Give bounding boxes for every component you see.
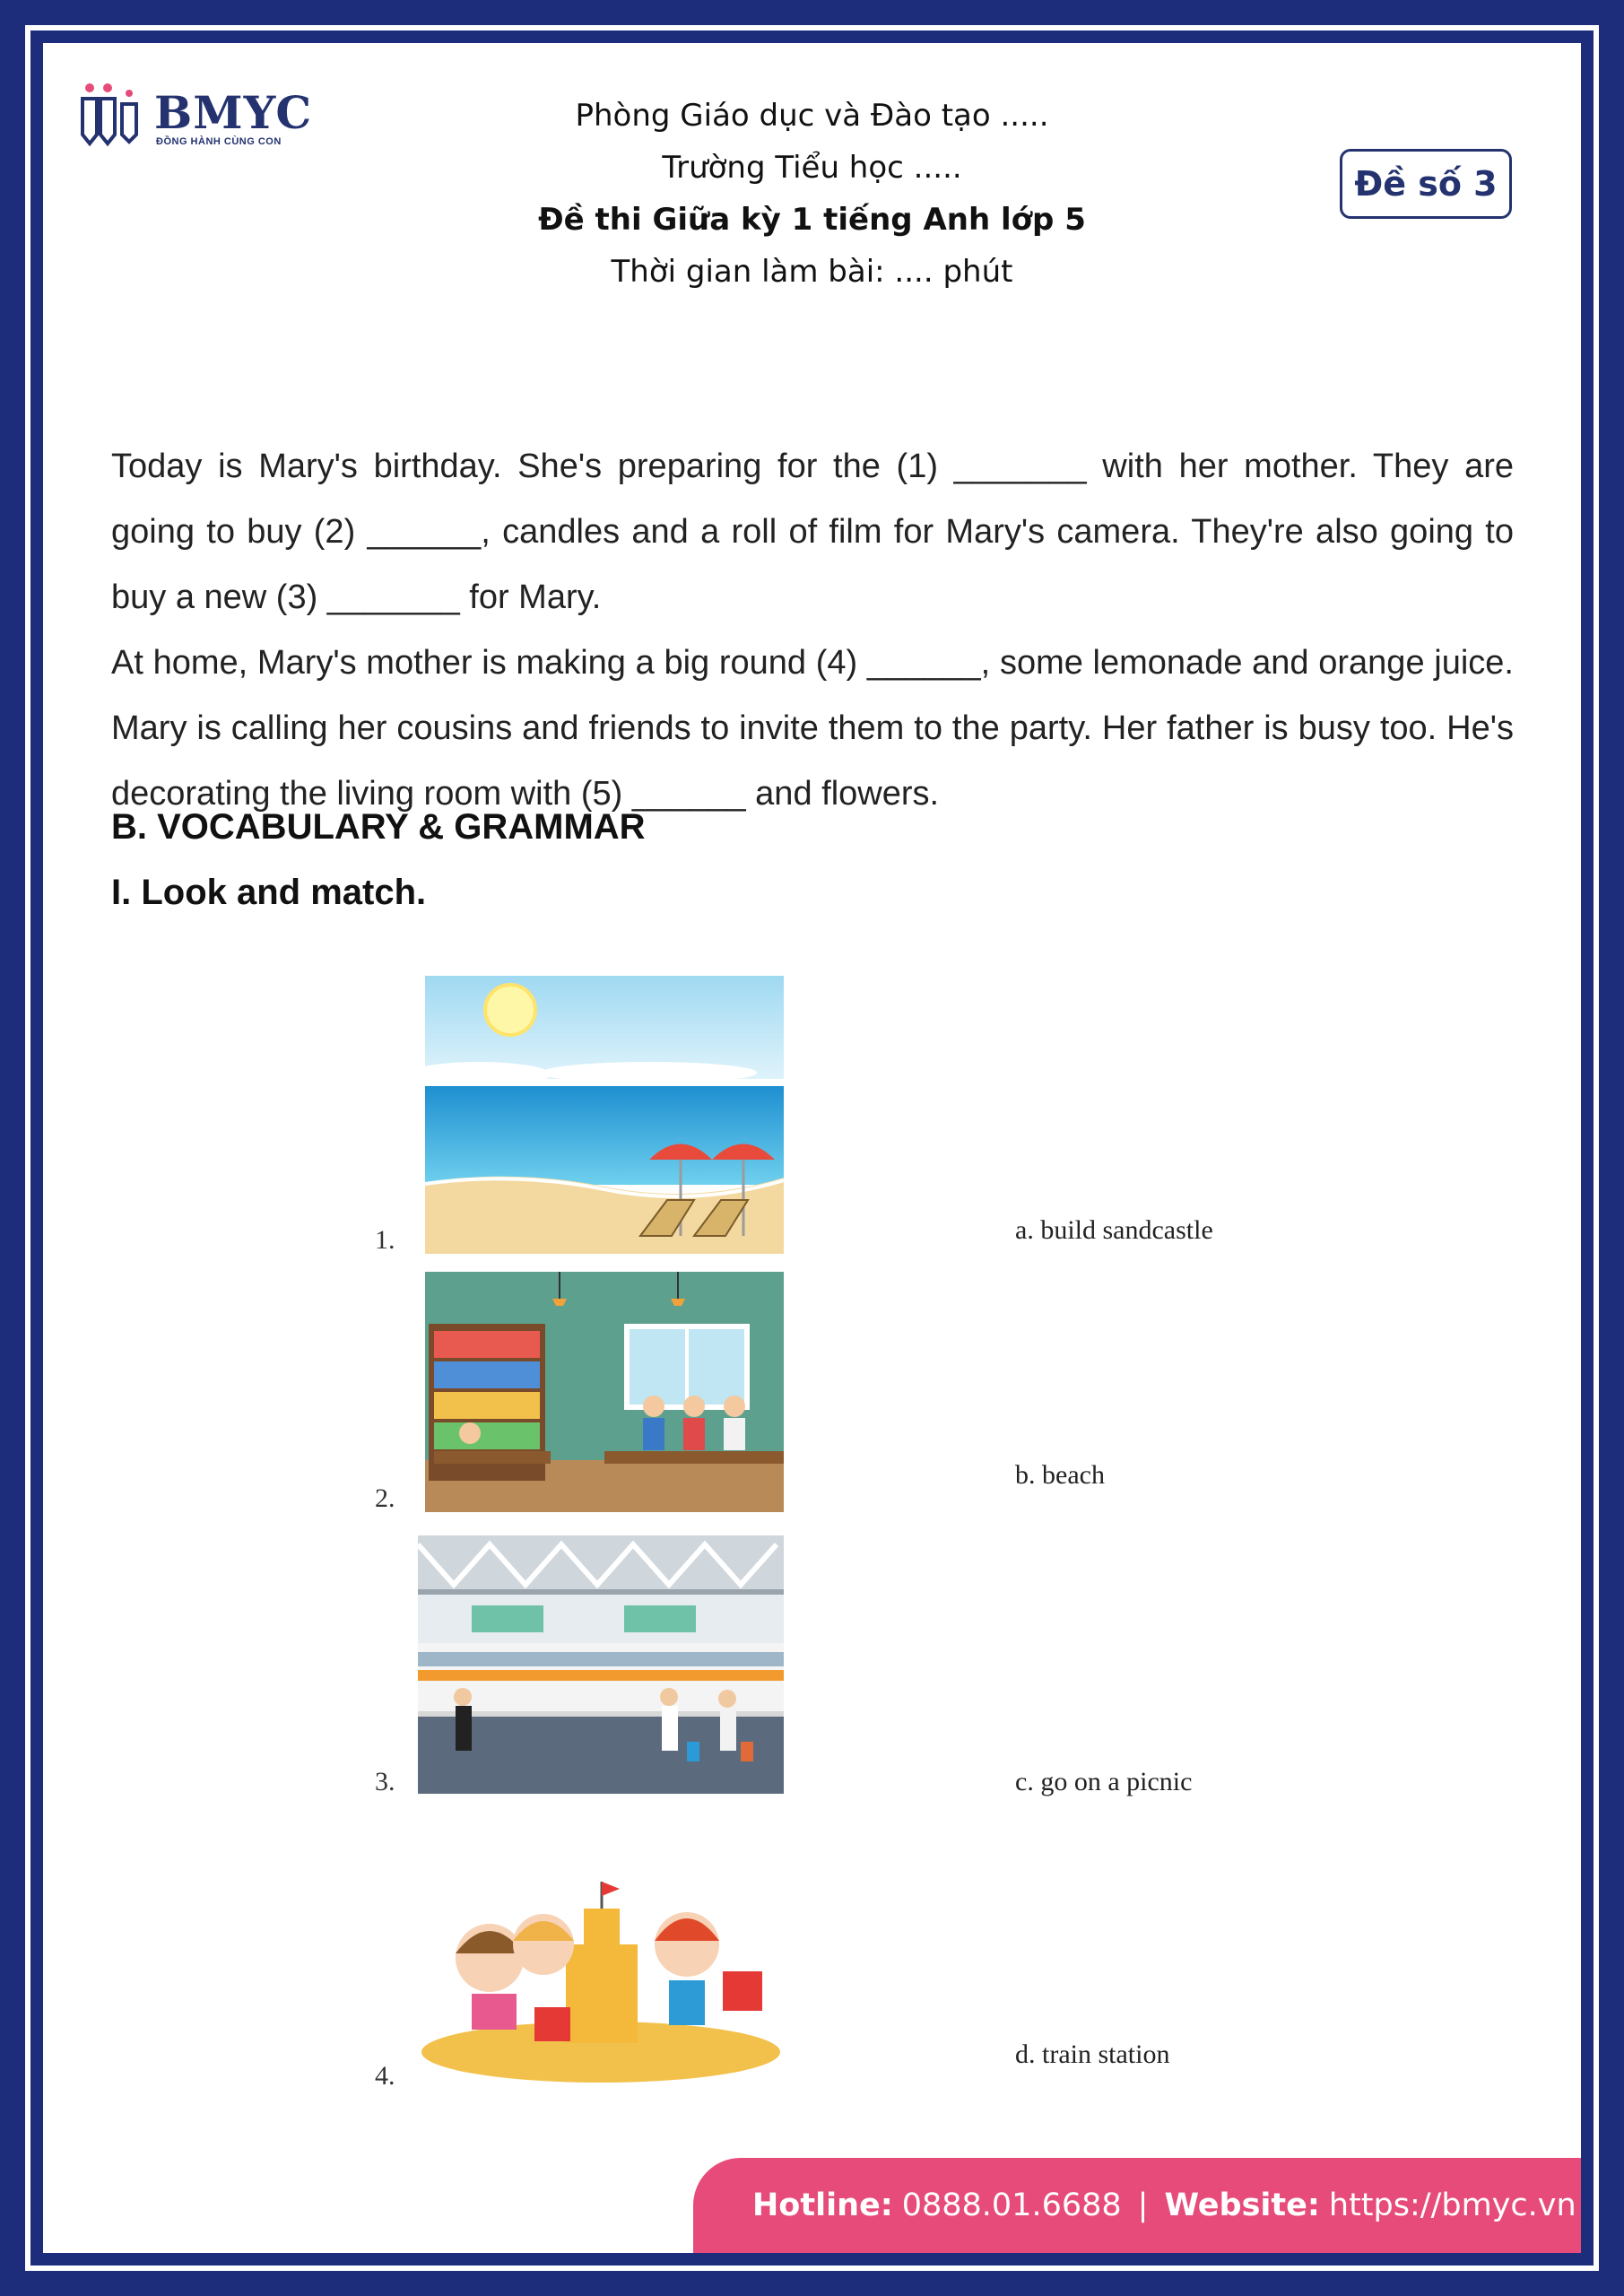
department-line: Phòng Giáo dục và Đào tạo ..... (575, 98, 1049, 134)
passage-paragraph-2: At home, Mary's mother is making a big round (4) ______, some lemonade and orange juice. Mary is calling her cousins and friends to invite them to the party. Her father is busy too. He's decorating the living room with (5) ______ and flowers. (111, 644, 1514, 813)
exam-number-badge: Đề số 3 (1340, 149, 1512, 219)
logo-tagline: ĐỒNG HÀNH CÙNG CON (156, 136, 282, 147)
exam-title: Đề thi Giữa kỳ 1 tiếng Anh lớp 5 (538, 202, 1086, 238)
footer-separator: | (1137, 2187, 1149, 2223)
sandcastle-picture (418, 1873, 784, 2084)
match-option-a: a. build sandcastle (1015, 1215, 1213, 1245)
section-b-heading: B. VOCABULARY & GRAMMAR (111, 807, 646, 847)
beach-picture (425, 976, 784, 1254)
match-number: 4. (375, 2061, 395, 2091)
reading-passage (111, 434, 1514, 827)
hotline-label: Hotline: (752, 2187, 893, 2223)
hotline-number[interactable]: 0888.01.6688 (901, 2187, 1122, 2223)
footer-bar (693, 2158, 1581, 2253)
match-option-d: d. train station (1015, 2039, 1170, 2069)
logo-text: BMYC (154, 86, 313, 139)
match-number: 3. (375, 1767, 395, 1796)
school-line: Trường Tiểu học ..... (662, 150, 962, 186)
website-link[interactable]: https://bmyc.vn (1328, 2187, 1576, 2223)
train-station-picture (418, 1535, 784, 1794)
website-label: Website: (1164, 2187, 1320, 2223)
match-number: 2. (375, 1483, 395, 1513)
time-line: Thời gian làm bài: .... phút (611, 254, 1013, 290)
match-option-c: c. go on a picnic (1015, 1767, 1193, 1796)
match-option-b: b. beach (1015, 1460, 1105, 1490)
match-number: 1. (375, 1225, 395, 1255)
exercise-heading: I. Look and match. (111, 873, 427, 912)
passage-paragraph-1: Today is Mary's birthday. She's preparing for the (1) _______ with her mother. They are going to buy (2) ______, candles and a roll of film for Mary's camera. They're also going to buy a new (3) _______ for Mary. (111, 448, 1514, 616)
worksheet-page (43, 43, 1581, 2253)
library-picture (425, 1272, 784, 1512)
